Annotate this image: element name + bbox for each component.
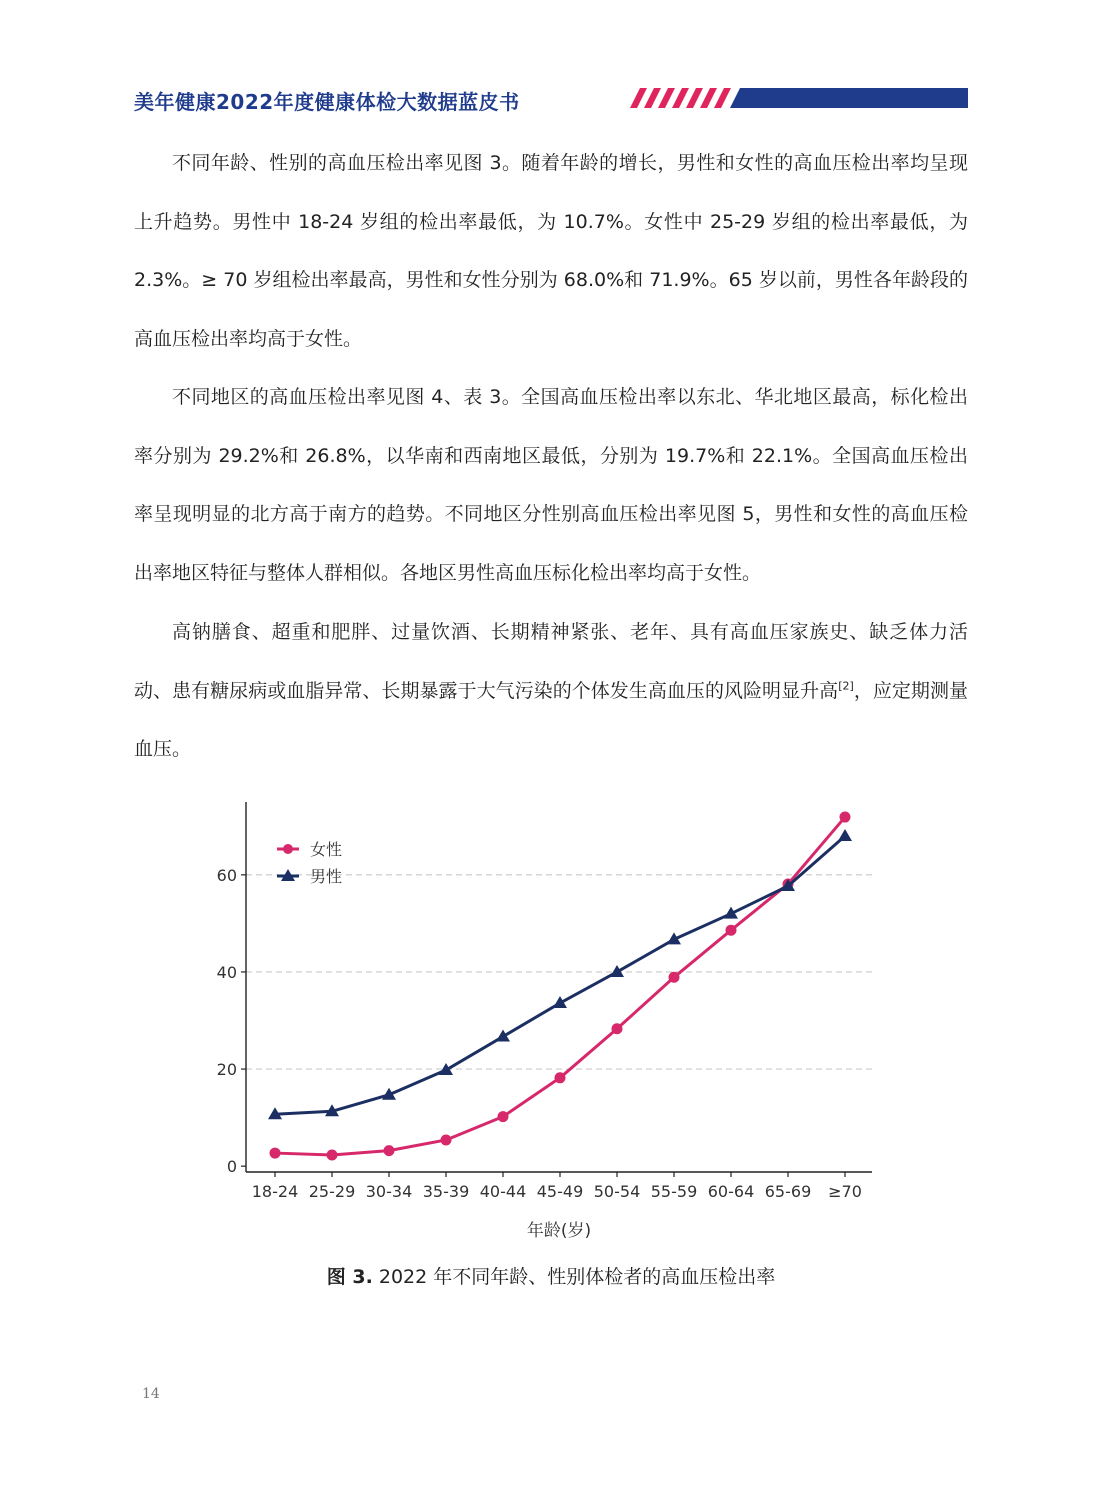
x-tick-label: 30-34 bbox=[365, 1182, 413, 1201]
data-point bbox=[441, 1134, 452, 1145]
y-tick-label: 20 bbox=[216, 1060, 237, 1080]
x-tick-label: 60-64 bbox=[707, 1182, 755, 1201]
data-point bbox=[384, 1145, 395, 1156]
legend-label: 女性 bbox=[310, 840, 343, 859]
paragraph-3 bbox=[134, 603, 968, 779]
paragraph-1: 不同年龄、性别的高血压检出率见图 3。随着年龄的增长，男性和女性的高血压检出率均呈现上升趋势。男性中 18-24 岁组的检出率最低，为 10.7%。女性中 25-29 岁组的检出率最低，为 2.3%。≥ 70 岁组检出率最高，男性和女性分别为 68.0%和 71.9%。65 岁以前，男性各年龄段的高血压检出率均高于女性。 bbox=[134, 152, 968, 350]
figure-label: 图 3. bbox=[326, 1266, 373, 1288]
x-tick-label: 18-24 bbox=[251, 1182, 299, 1201]
data-point bbox=[726, 925, 737, 936]
hypertension-rate-chart bbox=[180, 790, 900, 1250]
data-point bbox=[840, 812, 851, 823]
data-point bbox=[270, 1148, 281, 1159]
y-tick-label: 60 bbox=[216, 865, 237, 885]
data-point bbox=[327, 1150, 338, 1161]
x-tick-label: 45-49 bbox=[536, 1182, 584, 1201]
paragraph-3-text: 高钠膳食、超重和肥胖、过量饮酒、长期精神紧张、老年、具有高血压家族史、缺乏体力活动、患有糖尿病或血脂异常、长期暴露于大气污染的个体发生高血压的风险明显升高 bbox=[134, 621, 968, 702]
x-tick-label: 65-69 bbox=[764, 1182, 812, 1201]
data-point bbox=[669, 972, 680, 983]
data-point bbox=[496, 1030, 510, 1042]
legend-marker bbox=[283, 844, 293, 854]
data-point bbox=[838, 829, 852, 841]
data-point bbox=[555, 1072, 566, 1083]
x-tick-label: 50-54 bbox=[593, 1182, 641, 1201]
figure-caption-text: 2022 年不同年龄、性别体检者的高血压检出率 bbox=[372, 1266, 776, 1288]
paragraph-2: 不同地区的高血压检出率见图 4、表 3。全国高血压检出率以东北、华北地区最高，标化检出率分别为 29.2%和 26.8%，以华南和西南地区最低，分别为 19.7%和 22.1%。全国高血压检出率呈现明显的北方高于南方的趋势。不同地区分性别高血压检出率见图 5，男性和女性的高血压检出率地区特征与整体人群相似。各地区男性高血压标化检出率均高于女性。 bbox=[134, 386, 968, 584]
y-tick-label: 0 bbox=[226, 1157, 237, 1177]
x-tick-label: 40-44 bbox=[479, 1182, 527, 1201]
data-point bbox=[612, 1023, 623, 1034]
data-point bbox=[610, 965, 624, 977]
report-title: 美年健康2022年度健康体检大数据蓝皮书 bbox=[134, 90, 520, 114]
x-axis-label: 年龄(岁) bbox=[526, 1221, 592, 1241]
citation-ref: [2] bbox=[838, 679, 854, 693]
page-number: 14 bbox=[142, 1386, 160, 1402]
x-tick-label: 35-39 bbox=[422, 1182, 470, 1201]
figure-caption bbox=[0, 1262, 1102, 1289]
x-tick-label: 25-29 bbox=[308, 1182, 356, 1201]
y-tick-label: 40 bbox=[216, 962, 237, 982]
data-point bbox=[498, 1111, 509, 1122]
x-tick-label: 55-59 bbox=[650, 1182, 698, 1201]
header-stripe-decoration bbox=[630, 88, 968, 108]
x-tick-label: ≥70 bbox=[828, 1182, 862, 1201]
legend-label: 男性 bbox=[310, 867, 343, 886]
paragraph-3-text-end: ，应定期测量血压。 bbox=[134, 679, 968, 760]
